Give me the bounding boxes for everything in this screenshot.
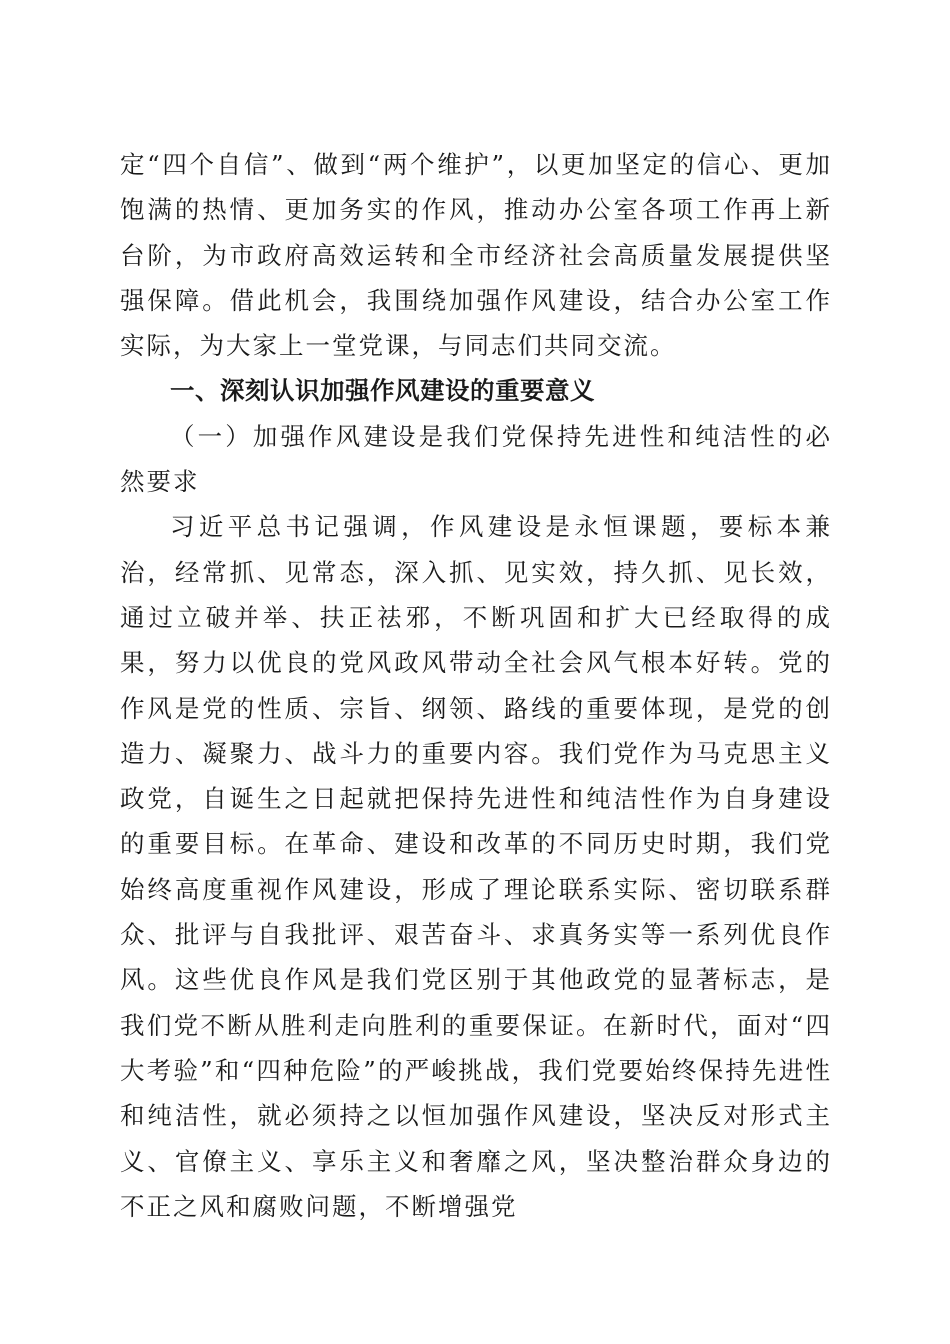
intro-paragraph: 定“四个自信”、做到“两个维护”，以更加坚定的信心、更加饱满的热情、更加务实的作风，推动办公室各项工作再上新台阶，为市政府高效运转和全市经济社会高质量发展提供坚强保障。借此机会，我围绕加强作风建设，结合办公室工作实际，为大家上一堂党课，与同志们共同交流。 [120,150,832,361]
body-paragraph: 习近平总书记强调，作风建设是永恒课题，要标本兼治，经常抓、见常态，深入抓、见实效，持久抓、见长效，通过立破并举、扶正祛邪，不断巩固和扩大已经取得的成果，努力以优良的党风政风带动全社会风气根本好转。党的作风是党的性质、宗旨、纲领、路线的重要体现，是党的创造力、凝聚力、战斗力的重要内容。我们党作为马克思主义政党，自诞生之日起就把保持先进性和纯洁性作为自身建设的重要目标。在革命、建设和改革的不同历史时期，我们党始终高度重视作风建设，形成了理论联系实际、密切联系群众、批评与自我批评、艰苦奋斗、求真务实等一系列优良作风。这些优良作风是我们党区别于其他政党的显著标志，是我们党不断从胜利走向胜利的重要保证。在新时代，面对“四大考验”和“四种危险”的严峻挑战，我们党要始终保持先进性和纯洁性，就必须持之以恒加强作风建设，坚决反对形式主义、官僚主义、享乐主义和奢靡之风，坚决整治群众身边的不正之风和腐败问题，不断增强党 [120,512,832,1221]
subsection-heading: （一）加强作风建设是我们党保持先进性和纯洁性的必然要求 [120,421,832,497]
section-heading: 一、深刻认识加强作风建设的重要意义 [170,376,595,406]
document-body [120,142,832,1229]
